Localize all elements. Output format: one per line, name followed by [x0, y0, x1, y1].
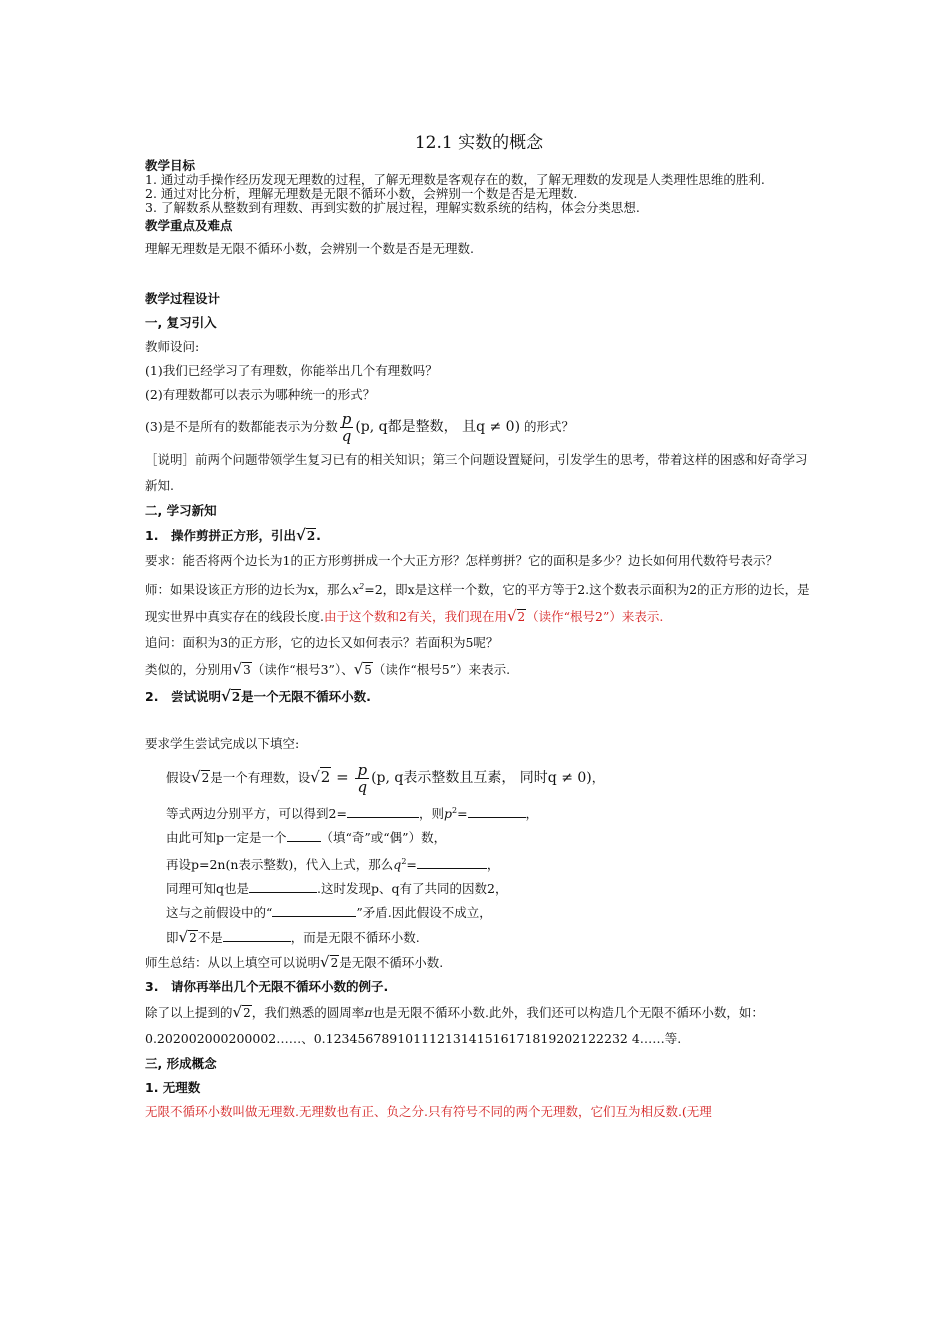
- goal-item-2: 2. 通过对比分析，理解无理数是无限不循环小数，会辨别一个数是否是无理数.: [145, 186, 578, 201]
- highlighted-sqrt2-intro: 由于这个数和2有关，我们现在用√2（读作“根号2”）来表示.: [323, 607, 664, 626]
- goal-item-3: 3. 了解数系从整数到有理数、再到实数的扩展过程，理解实数系统的结构，体会分类思想.: [145, 200, 640, 215]
- irrational-number-heading: 1. 无理数: [145, 1080, 201, 1096]
- teacher-explanation: 师：如果设该正方形的边长为x，那么$x^2=2$，即x是这样一个数，它的平方等于2.这个数表示面积为2的正方形的边长，是现实世界中真实存在的线段长度.由于这个数和2有关，我们现在用√2（读作“根号2”）来表示.: [145, 582, 810, 626]
- fill-line-4: 再设p=2n(n表示整数)，代入上式，那么$q^2=$ ，: [166, 857, 500, 873]
- teacher-question-intro: 教师设问:: [145, 339, 200, 354]
- step1-heading: 1. 操作剪拼正方形，引出√2.: [145, 526, 321, 544]
- question-2: (2)有理数都可以表示为哪种统一的形式？: [145, 387, 376, 402]
- fill-line-1: 假设√2是一个有理数，设√2 = $\frac{p}{q}$ (p, q表示整数且互素， 同时q ≠ 0)，: [166, 761, 605, 797]
- fill-line-7: 即√2不是 ，而是无限不循环小数.: [166, 928, 420, 947]
- blank-6[interactable]: [272, 904, 356, 917]
- question-3: (3)是不是所有的数都能表示为分数 $\frac{p}{q}$ (p, q都是整数， 且q ≠ 0) 的形式？: [145, 410, 575, 445]
- part2-heading: 二, 学习新知: [145, 503, 217, 518]
- question-1: (1)我们已经学习了有理数，你能举出几个有理数吗？: [145, 363, 438, 378]
- fill-blank-intro: 要求学生尝试完成以下填空:: [145, 736, 300, 752]
- section-heading-process: 教学过程设计: [145, 291, 221, 306]
- similar-notation: 类似的，分别用√3（读作“根号3”）、√5（读作“根号5”）来表示.: [145, 660, 511, 679]
- sqrt-2-symbol: √2: [295, 526, 316, 544]
- fill-line-6: 这与之前假设中的“ ”矛盾.因此假设不成立，: [166, 905, 492, 921]
- fill-line-3: 由此可知p一定是一个 （填“奇”或“偶”）数，: [166, 830, 447, 846]
- key-points-text: 理解无理数是无限不循环小数，会辨别一个数是否是无理数.: [145, 241, 474, 256]
- fraction-condition: (p, q都是整数， 且q ≠ 0): [355, 419, 521, 435]
- requirement-text: 要求：能否将两个边长为1的正方形剪拼成一个大正方形？怎样剪拼？它的面积是多少？边长如何用代数符号表示？: [145, 553, 778, 568]
- examples-text: 除了以上提到的√2，我们熟悉的圆周率π也是无限不循环小数.此外，我们还可以构造几个无限不循环小数，如：0.202002000200002……、0.12345678910111213141516171819202122232 4……等.: [145, 1003, 764, 1047]
- blank-1[interactable]: [347, 805, 419, 818]
- fraction-p-over-q: $\frac{p}{q}$: [341, 410, 352, 445]
- summary-text: 师生总结：从以上填空可以说明√2是无限不循环小数.: [145, 953, 444, 972]
- goal-item-1: 1. 通过动手操作经历发现无理数的过程，了解无理数是客观存在的数，了解无理数的发现是人类理性思维的胜利.: [145, 172, 765, 187]
- blank-3[interactable]: [287, 829, 321, 842]
- sqrt-3-symbol: √3: [232, 660, 251, 679]
- section-heading-goals: 教学目标: [145, 158, 196, 173]
- blank-7[interactable]: [223, 929, 291, 942]
- sqrt-5-symbol: √5: [353, 660, 372, 679]
- follow-up-question: 追问：面积为3的正方形，它的边长又如何表示？若面积为5呢？: [145, 635, 499, 651]
- document-body: [145, 128, 813, 1124]
- explanation-note: ［说明］前两个问题带领学生复习已有的相关知识；第三个问题设置疑问，引发学生的思考，带着这样的困惑和好奇学习新知.: [145, 452, 808, 493]
- fill-line-2: 等式两边分别平方，可以得到2= ，则$p^2=$ ，: [166, 806, 539, 822]
- irrational-definition: 无限不循环小数叫做无理数.无理数也有正、负之分.只有符号不同的两个无理数，它们互为相反数.(无理: [145, 1104, 712, 1120]
- blank-2[interactable]: [468, 805, 526, 818]
- part1-heading: 一, 复习引入: [145, 315, 217, 330]
- blank-4[interactable]: [417, 856, 487, 869]
- fill-line-5: 同理可知q也是 .这时发现p、q有了共同的因数2，: [166, 881, 508, 897]
- part3-heading: 三, 形成概念: [145, 1056, 217, 1072]
- section-heading-key-points: 教学重点及难点: [145, 218, 233, 233]
- step3-heading: 3. 请你再举出几个无限不循环小数的例子.: [145, 979, 389, 995]
- step2-heading: 2. 尝试说明√2是一个无限不循环小数.: [145, 687, 371, 706]
- page-title: 12.1 实数的概念: [414, 133, 544, 153]
- blank-5[interactable]: [249, 880, 317, 893]
